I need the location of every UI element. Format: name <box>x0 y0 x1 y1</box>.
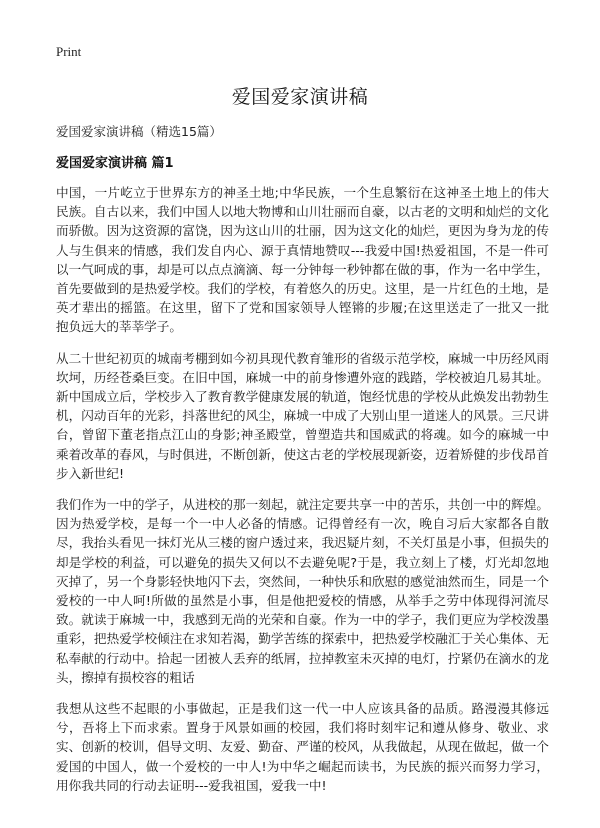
paragraph-3: 我们作为一中的学子，从进校的那一刻起，就注定要共享一中的苦乐，共创一中的辉煌。因为热爱学校，是每一个一中人必备的情感。记得曾经有一次，晚自习后大家都各自散尽，我抬头看见一抹灯光从三楼的窗户透过来，我迟疑片刻，不关灯虽是小事，但损失的却是学校的利益，可以避免的损失又何以不去避免呢?于是，我立刻上了楼，灯光却忽地灭掉了，另一个身影轻快地闪下去，突然间，一种快乐和欣慰的感觉油然而生，同是一个爱校的一中人呵!所做的虽然是小事，但是他把爱校的情感，从举手之劳中体现得河流尽致。就读于麻城一中，我感到无尚的光荣和自豪。作为一中的学子，我们更应为学校泼墨重彩，把热爱学校倾注在求知若渴，勤学苦练的探索中，把热爱学校融汇于关心集体、无私奉献的行动中。拾起一团被人丢弃的纸屑，拉掉教室未灭掉的电灯，拧紧仍在滴水的龙头，擦掉有损校容的粗话 <box>56 497 549 685</box>
document-title: 爱国爱家演讲稿 <box>231 86 369 108</box>
paragraph-2: 从二十世纪初页的城南考棚到如今初具现代教育雏形的省级示范学校，麻城一中历经风雨坎坷，历经苍桑巨变。在旧中国，麻城一中的前身惨遭外寇的践踏，学校被迫几易其址。新中国成立后，学校步入了教育教学健康发展的轨道，饱经忧患的学校从此焕发出勃勃生机，闪动百年的光彩，抖落世纪的风尘，麻城一中成了大别山里一道迷人的风景。三尺讲台，曾留下董老指点江山的身影;神圣殿堂，曾塑造共和国威武的将魂。如今的麻城一中乘着改革的春风，与时俱进，不断创新，使这古老的学校展现新姿，迈着矫健的步伐昂首步入新世纪! <box>56 350 549 481</box>
paragraph-4: 我想从这些不起眼的小事做起，正是我们这一代一中人应该具备的品质。路漫漫其修远兮，吾将上下而求索。置身于风景如画的校园，我们将时刻牢记和遵从修身、敬业、求实、创新的校训，倡导文明、友爱、勤奋、严谨的校风，从我做起，从现在做起，做一个爱国的中国人，做一个爱校的一中人!为中华之崛起而读书，为民族的振兴而努力学习，用你我共同的行动去证明---爱我祖国，爱我一中! <box>56 701 549 793</box>
document-subtitle: 爱国爱家演讲稿（精选15篇） <box>56 124 222 139</box>
paragraph-1: 中国，一片屹立于世界东方的神圣土地;中华民族，一个生息繁衍在这神圣土地上的伟大民族。自古以来，我们中国人以地大物博和山川壮丽而自豪，以古老的文明和灿烂的文化而骄傲。因为这资源的富饶，因为这山川的壮丽，因为这文化的灿烂，更因为身为龙的传人与生俱来的情感，我们发自内心、源于真情地赞叹---我爱中国!热爱祖国，不是一件可以一气呵成的事，却是可以点点滴滴、每一分钟每一秒钟都在做的事，作为一名中学生，首先要做到的是热爱学校。我们的学校，有着悠久的历史。这里，是一片红色的土地，是英才辈出的摇篮。在这里，留下了党和国家领导人铿锵的步履;在这里送走了一批又一批抱负远大的莘莘学子。 <box>56 185 549 335</box>
document-body <box>56 183 549 807</box>
print-label: Print <box>56 44 82 59</box>
section-heading: 爱国爱家演讲稿 篇1 <box>56 156 174 171</box>
